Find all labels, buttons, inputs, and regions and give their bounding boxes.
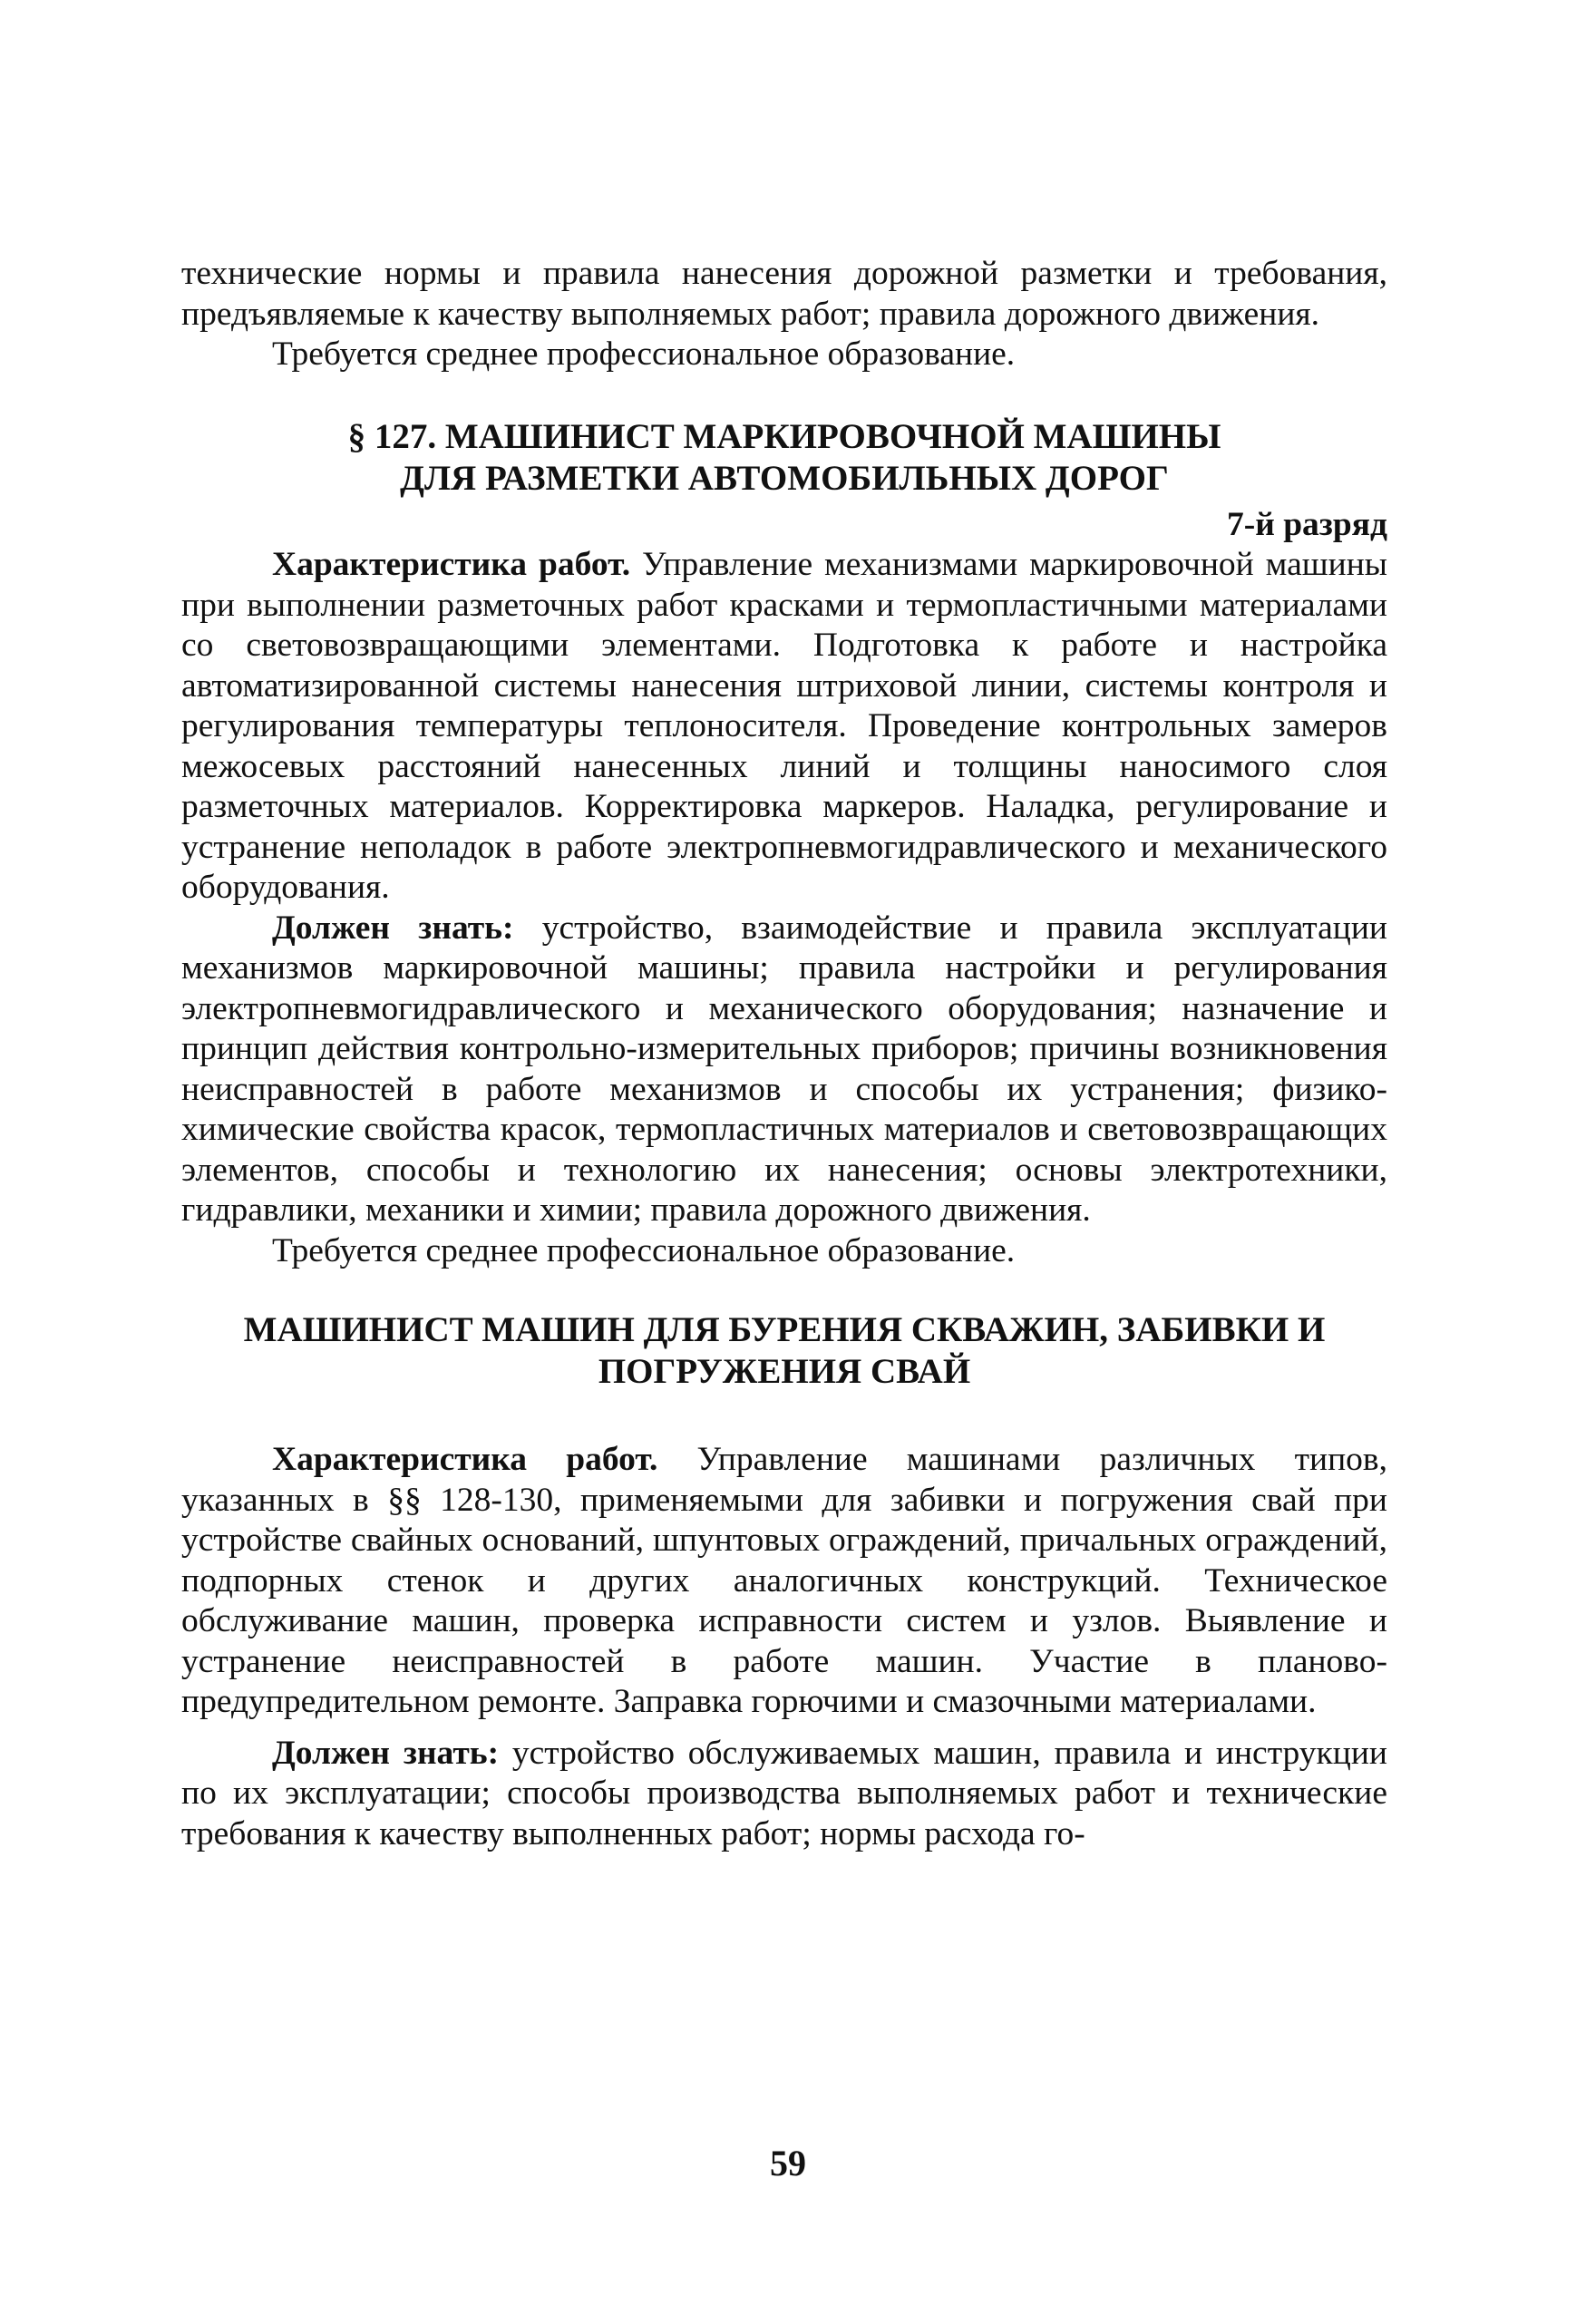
group-heading-line-2: ПОГРУЖЕНИЯ СВАЙ xyxy=(598,1352,971,1391)
group-section xyxy=(181,1309,1387,1854)
page-number: 59 xyxy=(770,2143,806,2183)
group-work-characteristics xyxy=(181,1440,1387,1723)
section-127-heading-line-1: § 127. МАШИНИСТ МАРКИРОВОЧНОЙ МАШИНЫ xyxy=(347,416,1221,456)
page-body xyxy=(181,254,1387,1854)
section-127-heading-line-2: ДЛЯ РАЗМЕТКИ АВТОМОБИЛЬНЫХ ДОРОГ xyxy=(400,458,1169,498)
section-127 xyxy=(181,416,1387,1272)
must-know-text: устройство, взаимодействие и правила эксплуатации механизмов маркировочной машины; правила настройки и регулирования электропневмогидравлического и механического оборудования; назначение и принцип действия контрольно-измерительных приборов; причины возникновения неисправностей в работе механизмов и способы их устранения; физико-химические свойства красок, термопластичных материалов и световозвращающих элементов, способы и технологию их нанесения; основы электротехники, гидравлики, механики и химии; правила дорожного движения. xyxy=(181,909,1387,1229)
must-know-text: устройство обслуживаемых машин, правила и инструкции по их эксплуатации; способы производства выполняемых работ и технические требования к качеству выполненных работ; нормы расхода го- xyxy=(181,1734,1387,1852)
work-characteristics-text: Управление машинами различных типов, указанных в §§ 128-130, применяемыми для забивки и погружения свай при устройстве свайных оснований, шпунтовых ограждений, причальных ограждений, подпорных стенок и других аналогичных конструкций. Техническое обслуживание машин, проверка исправности систем и узлов. Выявление и устранение неисправностей в работе машин. Участие в планово-предупредительном ремонте. Заправка горючими и смазочными материалами. xyxy=(181,1441,1387,1720)
section-127-must-know xyxy=(181,909,1387,1231)
section-127-work-characteristics xyxy=(181,545,1387,909)
work-characteristics-text: Управление механизмами маркировочной машины при выполнении разметочных работ красками и термопластичными материалами со световозвращающими элементами. Подготовка к работе и настройка автоматизированной системы нанесения штриховой линии, системы контроля и регулирования температуры теплоносителя. Проведение контрольных замеров межосевых расстояний нанесенных линий и толщины наносимого слоя разметочных материалов. Корректировка маркеров. Наладка, регулирование и устранение неполадок в работе электропневмогидравлического и механического оборудования. xyxy=(181,546,1387,906)
group-heading-line-1: МАШИНИСТ МАШИН ДЛЯ БУРЕНИЯ СКВАЖИН, ЗАБИВКИ И xyxy=(243,1310,1326,1349)
intro-continued-paragraph: технические нормы и правила нанесения дорожной разметки и требования, предъявляемые к качеству выполняемых работ; правила дорожного движения. xyxy=(181,255,1387,333)
must-know-label: Должен знать: xyxy=(272,1734,500,1772)
work-characteristics-label: Характеристика работ. xyxy=(272,546,631,583)
must-know-label: Должен знать: xyxy=(272,909,514,947)
work-characteristics-label: Характеристика работ. xyxy=(272,1441,658,1478)
section-127-rank: 7-й разряд xyxy=(1226,505,1387,543)
group-must-know xyxy=(181,1734,1387,1855)
section-127-education-requirement: Требуется среднее профессиональное образование. xyxy=(272,1231,1016,1269)
intro-education-requirement: Требуется среднее профессиональное образование. xyxy=(272,335,1016,373)
